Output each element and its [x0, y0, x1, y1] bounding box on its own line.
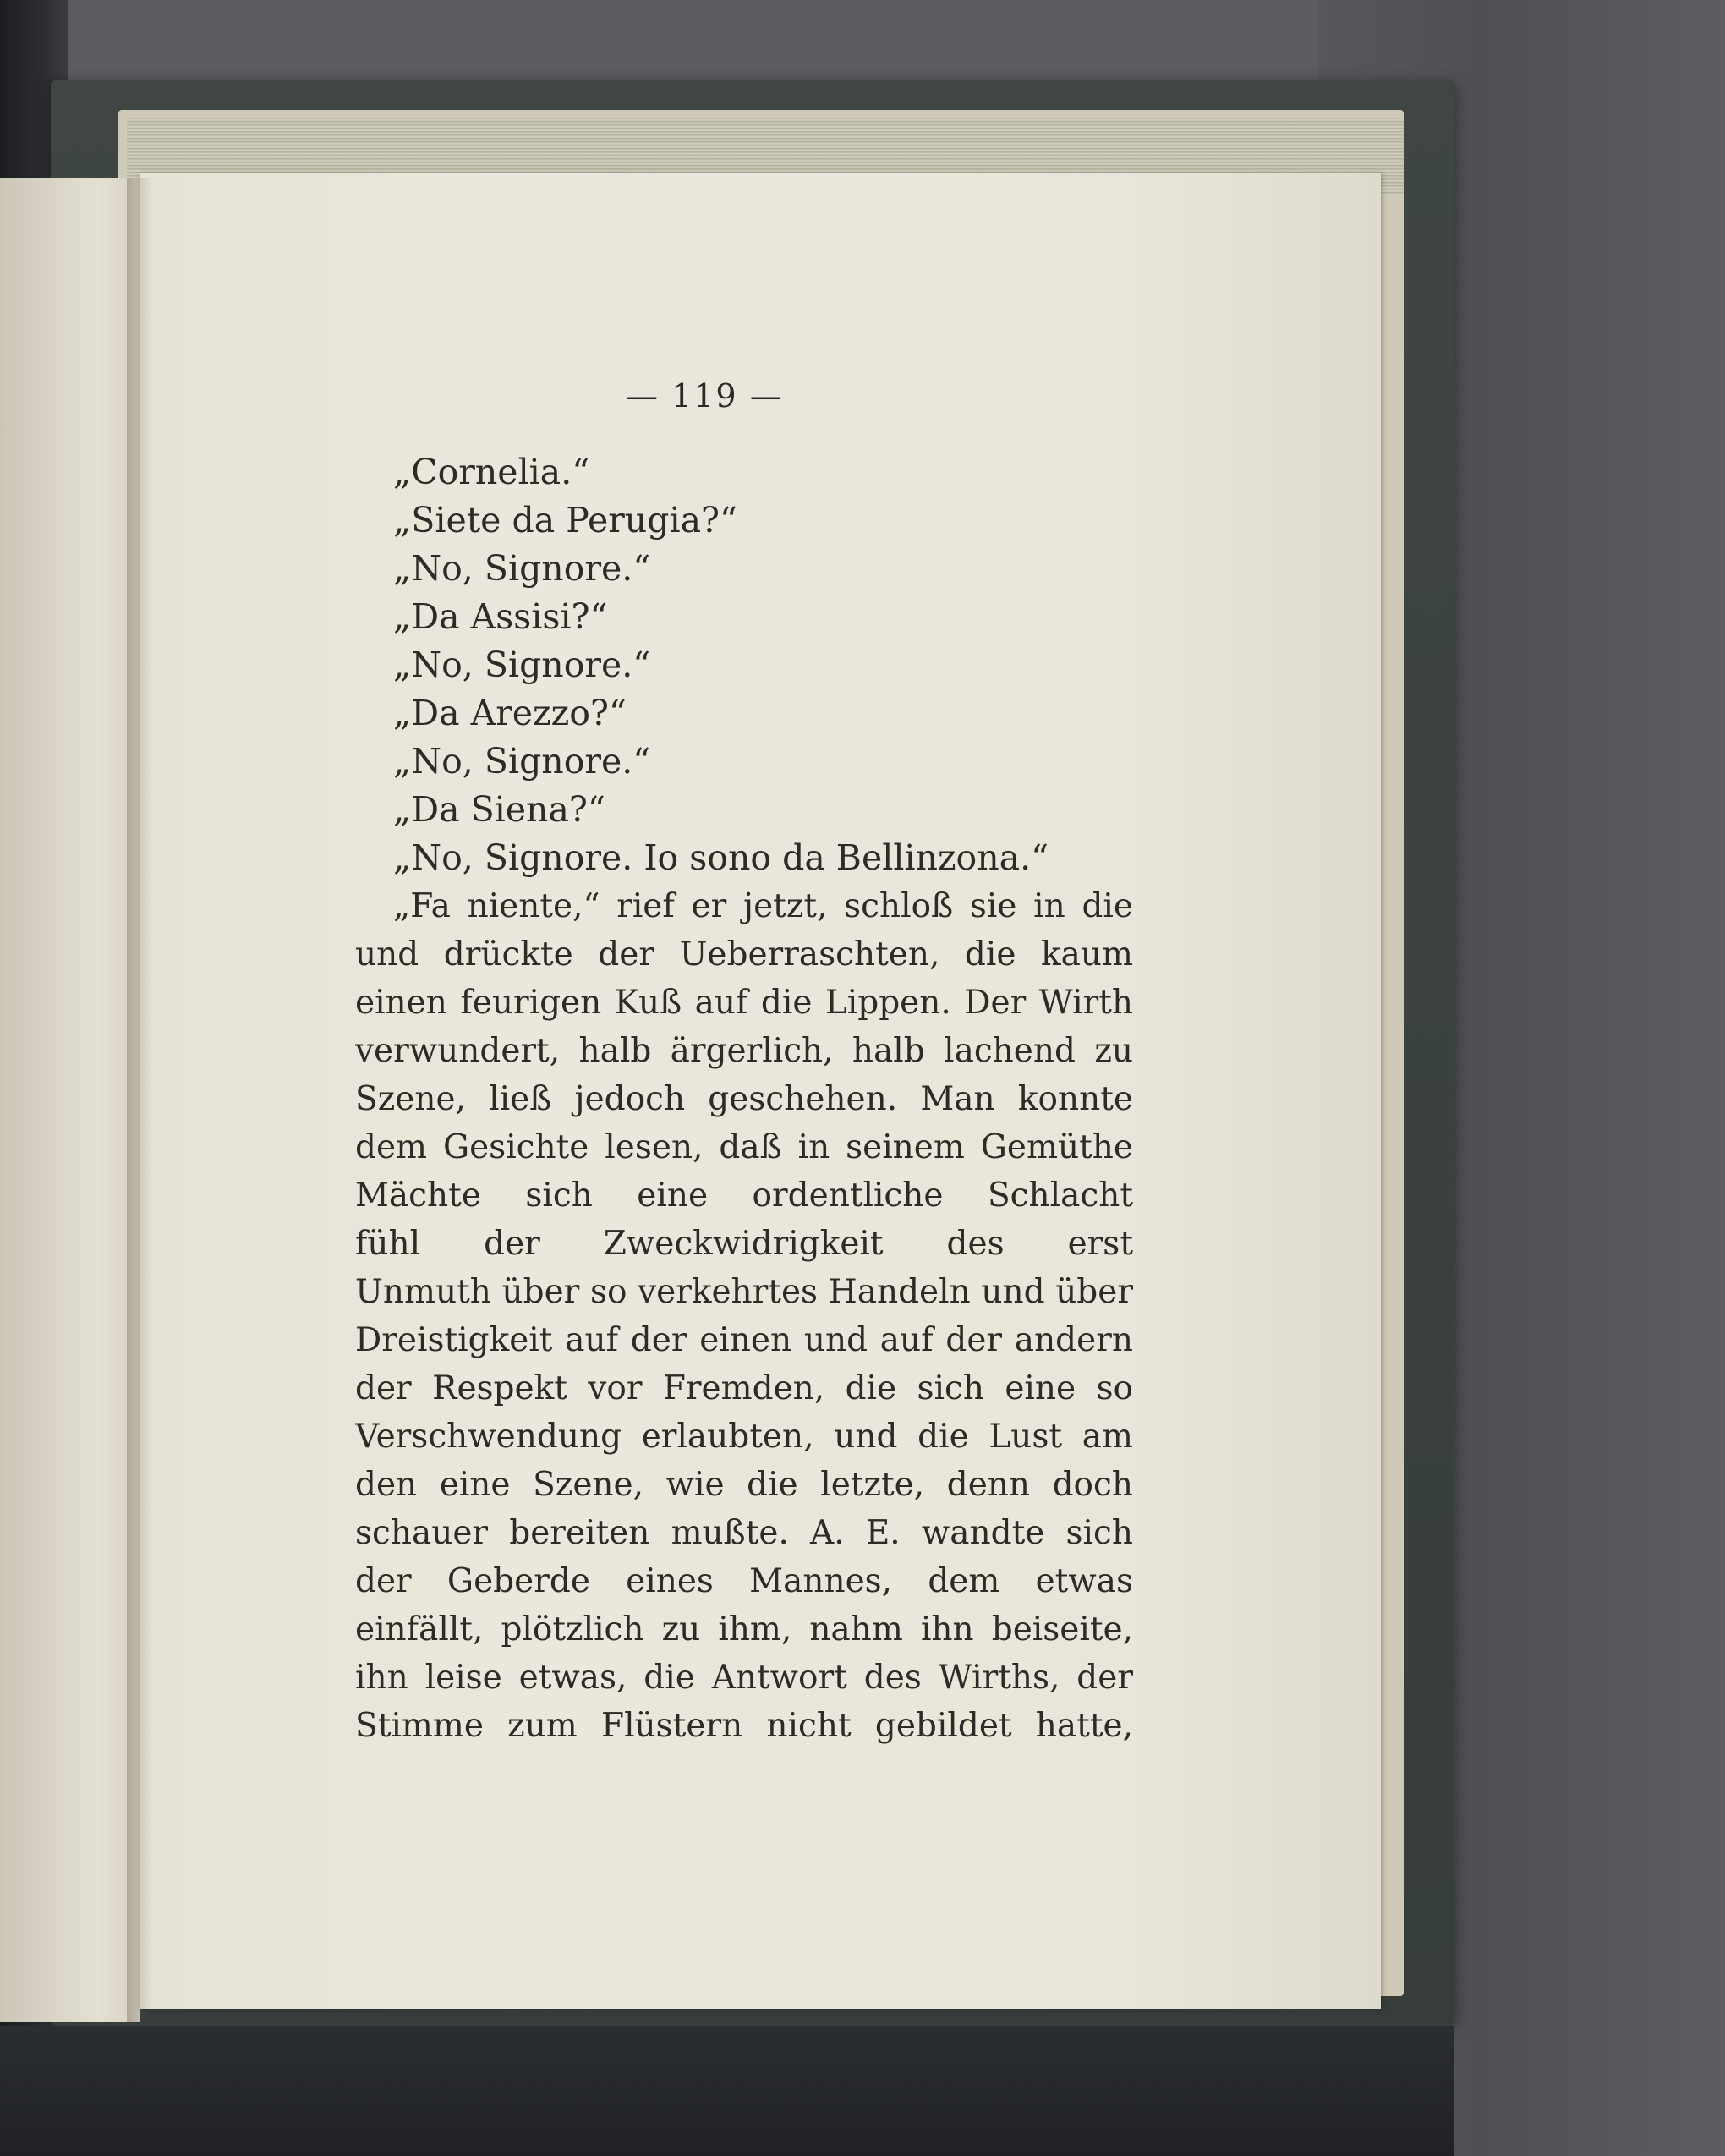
paragraph-line: Stimme zum Flüstern nicht gebildet hatte,	[355, 1707, 1133, 1745]
paragraph-line: Dreistigkeit auf der einen und auf der andern	[355, 1321, 1133, 1359]
dialogue-line: „Siete da Perugia?“	[393, 500, 737, 540]
paragraph-line: dem Gesichte lesen, daß in seinem Gemüthe	[355, 1128, 1133, 1166]
dialogue-line: „No, Signore. Io sono da Bellinzona.“	[393, 837, 1049, 878]
dialogue-line: „Da Assisi?“	[393, 596, 608, 637]
paragraph-line: Szene, ließ jedoch geschehen. Man konnte	[355, 1080, 1133, 1118]
dialogue-line: „Cornelia.“	[393, 452, 590, 492]
paragraph-line: Mächte sich eine ordentliche Schlacht	[355, 1177, 1133, 1215]
paragraph-line: den eine Szene, wie die letzte, denn doch	[355, 1466, 1133, 1504]
page-number: — 119 —	[626, 377, 784, 414]
paragraph-line: der Geberde eines Mannes, dem etwas	[355, 1562, 1133, 1600]
book-cover-bottom	[0, 2026, 1454, 2156]
paragraph-line: Verschwendung erlaubten, und die Lust am	[355, 1418, 1133, 1456]
dialogue-line: „Da Arezzo?“	[393, 693, 627, 733]
paragraph-line: „Fa niente,“ rief er jetzt, schloß sie in die	[393, 887, 1133, 925]
dialogue-line: „Da Siena?“	[393, 789, 605, 830]
dialogue-line: „No, Signore.“	[393, 741, 651, 782]
dialogue-line: „No, Signore.“	[393, 645, 651, 685]
paragraph-line: einfällt, plötzlich zu ihm, nahm ihn beiseite,	[355, 1610, 1133, 1649]
text-block	[355, 448, 1133, 1750]
paragraph-line: und drückte der Ueberraschten, die kaum	[355, 935, 1133, 974]
paragraph-line: ihn leise etwas, die Antwort des Wirths, der	[355, 1659, 1133, 1697]
paragraph-line: verwundert, halb ärgerlich, halb lachend zu	[355, 1032, 1133, 1070]
paragraph-line: schauer bereiten mußte. A. E. wandte sich	[355, 1514, 1133, 1552]
paragraph-line: einen feurigen Kuß auf die Lippen. Der Wirth	[355, 984, 1133, 1022]
paragraph-line: der Respekt vor Fremden, die sich eine so	[355, 1369, 1133, 1407]
left-page	[0, 178, 140, 2022]
paragraph-line: fühl der Zweckwidrigkeit des erst	[355, 1225, 1133, 1263]
gutter-shadow	[127, 178, 152, 2022]
dialogue-line: „No, Signore.“	[393, 548, 651, 589]
paragraph-line: Unmuth über so verkehrtes Handeln und über	[355, 1273, 1133, 1311]
